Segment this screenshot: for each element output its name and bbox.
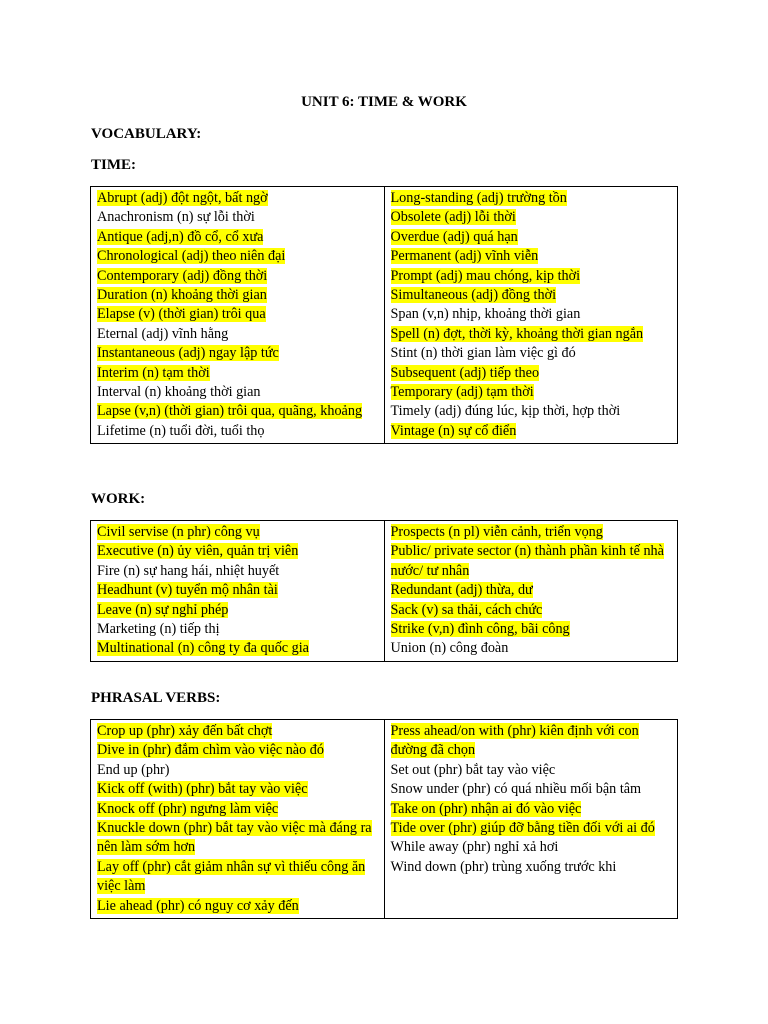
vocab-entry xyxy=(391,267,673,286)
vocab-entry xyxy=(391,780,673,799)
vocab-entry-text: Anachronism (n) sự lỗi thời xyxy=(97,209,255,226)
vocab-entry xyxy=(391,247,673,266)
vocab-entry-text: Timely (adj) đúng lúc, kịp thời, hợp thời xyxy=(390,403,621,420)
vocab-entry-text: Marketing (n) tiếp thị xyxy=(97,621,220,638)
vocab-entry xyxy=(391,639,673,658)
time-heading: TIME: xyxy=(91,157,136,173)
vocab-entry xyxy=(97,761,379,780)
vocab-entry xyxy=(391,286,673,305)
vocab-entry xyxy=(391,838,673,857)
vocab-entry-text: Long-standing (adj) trường tồn xyxy=(390,190,567,206)
vocab-entry xyxy=(97,422,379,441)
vocab-entry-text: Span (v,n) nhịp, khoảng thời gian xyxy=(390,306,581,323)
vocab-entry-text: Dive in (phr) đắm chìm vào việc nào đó xyxy=(97,742,324,759)
vocab-entry xyxy=(391,422,673,441)
vocab-entry-text: Permanent (adj) vĩnh viễn xyxy=(390,248,539,265)
vocab-entry-text: Overdue (adj) quá hạn xyxy=(390,228,518,245)
vocab-entry xyxy=(391,800,673,819)
vocab-entry xyxy=(391,819,673,838)
vocab-entry xyxy=(97,601,379,620)
vocab-entry-text: Multinational (n) công ty đa quốc gia xyxy=(97,640,309,657)
vocab-entry-text: Duration (n) khoảng thời gian xyxy=(97,287,267,304)
vocabulary-heading: VOCABULARY: xyxy=(91,126,202,142)
phrasal-verbs-heading: PHRASAL VERBS: xyxy=(91,690,221,706)
vocab-entry-text: Redundant (adj) thừa, dư xyxy=(390,582,533,599)
vocab-entry xyxy=(391,325,673,344)
vocab-entry-text: Interim (n) tạm thời xyxy=(97,364,210,381)
vocab-entry xyxy=(391,858,673,877)
vocab-entry-text: Snow under (phr) có quá nhiều mối bận tâm xyxy=(390,781,642,798)
vocab-entry-text: Lifetime (n) tuổi đời, tuổi thọ xyxy=(97,422,265,439)
work-left-column xyxy=(91,521,385,662)
vocab-entry-text: End up (phr) xyxy=(97,761,170,778)
vocab-entry xyxy=(97,189,379,208)
vocab-entry xyxy=(97,858,379,897)
vocab-entry-text: Lapse (v,n) (thời gian) trôi qua, quãng, khoảng xyxy=(97,403,363,420)
vocab-entry-text: Contemporary (adj) đồng thời xyxy=(97,267,268,284)
vocab-entry xyxy=(97,620,379,639)
vocab-entry xyxy=(97,639,379,658)
vocab-entry-text: Prospects (n pl) viễn cảnh, triển vọng xyxy=(390,524,603,540)
vocab-entry xyxy=(391,189,673,208)
vocab-entry-text: Tide over (phr) giúp đỡ bằng tiền đối với ai đó xyxy=(390,820,655,837)
vocab-entry-text: Crop up (phr) xảy đến bất chợt xyxy=(97,723,273,739)
phrasal-right-column xyxy=(384,720,678,919)
vocab-entry xyxy=(391,402,673,421)
vocab-entry xyxy=(97,286,379,305)
vocab-entry xyxy=(391,383,673,402)
vocab-entry-text: Interval (n) khoảng thời gian xyxy=(97,384,261,401)
phrasal-verbs-table xyxy=(90,719,678,919)
vocab-entry xyxy=(97,228,379,247)
vocab-entry xyxy=(391,344,673,363)
vocab-entry xyxy=(97,800,379,819)
vocab-entry-text: Executive (n) ủy viên, quản trị viên xyxy=(97,543,299,560)
vocab-entry-text: Set out (phr) bắt tay vào việc xyxy=(390,761,556,778)
vocab-entry xyxy=(97,780,379,799)
time-left-column xyxy=(91,187,385,444)
vocab-entry xyxy=(391,601,673,620)
vocab-entry xyxy=(97,581,379,600)
vocab-entry xyxy=(97,364,379,383)
vocab-entry xyxy=(97,383,379,402)
vocab-entry-text: Antique (adj,n) đồ cổ, cổ xưa xyxy=(97,228,264,245)
vocab-entry-text: Temporary (adj) tạm thời xyxy=(390,384,534,401)
vocab-entry-text: Fire (n) sự hang hái, nhiệt huyết xyxy=(97,562,280,579)
vocab-entry xyxy=(391,523,673,542)
vocab-entry xyxy=(97,562,379,581)
vocab-entry-text: Union (n) công đoàn xyxy=(390,640,509,657)
time-table xyxy=(90,186,678,444)
work-table xyxy=(90,520,678,662)
vocab-entry-text: Take on (phr) nhận ai đó vào việc xyxy=(390,800,582,817)
vocab-entry-text: Public/ private sector (n) thành phần kinh tế nhà nước/ tư nhân xyxy=(390,543,664,579)
vocab-entry xyxy=(97,305,379,324)
vocab-entry-text: Instantaneous (adj) ngay lập tức xyxy=(97,345,279,362)
work-right-column xyxy=(384,521,678,662)
vocab-entry xyxy=(97,344,379,363)
vocab-entry-text: Sack (v) sa thải, cách chức xyxy=(390,601,543,618)
vocab-entry-text: Eternal (adj) vĩnh hằng xyxy=(97,325,229,342)
vocab-entry-text: Wind down (phr) trùng xuống trước khi xyxy=(390,858,617,875)
vocab-entry xyxy=(391,305,673,324)
vocab-entry-text: Lie ahead (phr) có nguy cơ xảy đến xyxy=(97,897,299,914)
vocab-entry-text: Kick off (with) (phr) bắt tay vào việc xyxy=(97,781,308,798)
vocab-entry xyxy=(97,722,379,741)
vocab-entry xyxy=(391,208,673,227)
vocab-entry-text: Press ahead/on with (phr) kiên định với con đường đã chọn xyxy=(390,723,639,759)
vocab-entry-text: Prompt (adj) mau chóng, kịp thời xyxy=(390,267,581,284)
vocab-entry-text: Elapse (v) (thời gian) trôi qua xyxy=(97,306,266,323)
vocab-entry xyxy=(391,581,673,600)
vocab-entry xyxy=(97,897,379,916)
vocab-entry-text: Abrupt (adj) đột ngột, bất ngờ xyxy=(97,190,268,206)
vocab-entry-text: While away (phr) nghỉ xả hơi xyxy=(390,839,559,856)
vocab-entry xyxy=(97,208,379,227)
vocab-entry-text: Headhunt (v) tuyển mộ nhân tài xyxy=(97,582,278,599)
vocab-entry xyxy=(97,402,379,421)
vocab-entry-text: Knuckle down (phr) bắt tay vào việc mà đáng ra nên làm sớm hơn xyxy=(97,820,372,856)
time-right-column xyxy=(384,187,678,444)
vocab-entry xyxy=(97,523,379,542)
vocab-entry-text: Civil servise (n phr) công vụ xyxy=(97,524,260,540)
vocab-entry-text: Stint (n) thời gian làm việc gì đó xyxy=(390,345,576,362)
phrasal-left-column xyxy=(91,720,385,919)
vocab-entry xyxy=(97,542,379,561)
vocab-entry xyxy=(97,247,379,266)
vocab-entry-text: Spell (n) đợt, thời kỳ, khoảng thời gian ngắn xyxy=(390,325,644,342)
vocab-entry xyxy=(97,325,379,344)
vocab-entry-text: Vintage (n) sự cổ điển xyxy=(390,422,517,439)
vocab-entry xyxy=(391,228,673,247)
vocab-entry xyxy=(391,722,673,761)
vocab-entry-text: Knock off (phr) ngưng làm việc xyxy=(97,800,279,817)
vocab-entry xyxy=(97,819,379,858)
vocab-entry xyxy=(391,761,673,780)
vocab-entry-text: Subsequent (adj) tiếp theo xyxy=(390,364,540,381)
vocab-entry xyxy=(391,620,673,639)
vocab-entry-text: Obsolete (adj) lỗi thời xyxy=(390,209,516,226)
vocab-entry-text: Simultaneous (adj) đồng thời xyxy=(390,287,557,304)
vocab-entry-text: Leave (n) sự nghỉ phép xyxy=(97,601,229,618)
work-heading: WORK: xyxy=(91,491,146,507)
vocab-entry xyxy=(391,542,673,581)
vocab-entry xyxy=(97,741,379,760)
vocab-entry-text: Lay off (phr) cắt giảm nhân sự vì thiếu công ăn việc làm xyxy=(97,858,366,895)
vocab-entry-text: Strike (v,n) đình công, bãi công xyxy=(390,621,570,638)
page-title: UNIT 6: TIME & WORK xyxy=(301,94,467,110)
vocab-entry-text: Chronological (adj) theo niên đại xyxy=(97,248,286,265)
vocab-entry xyxy=(391,364,673,383)
vocab-entry xyxy=(97,267,379,286)
